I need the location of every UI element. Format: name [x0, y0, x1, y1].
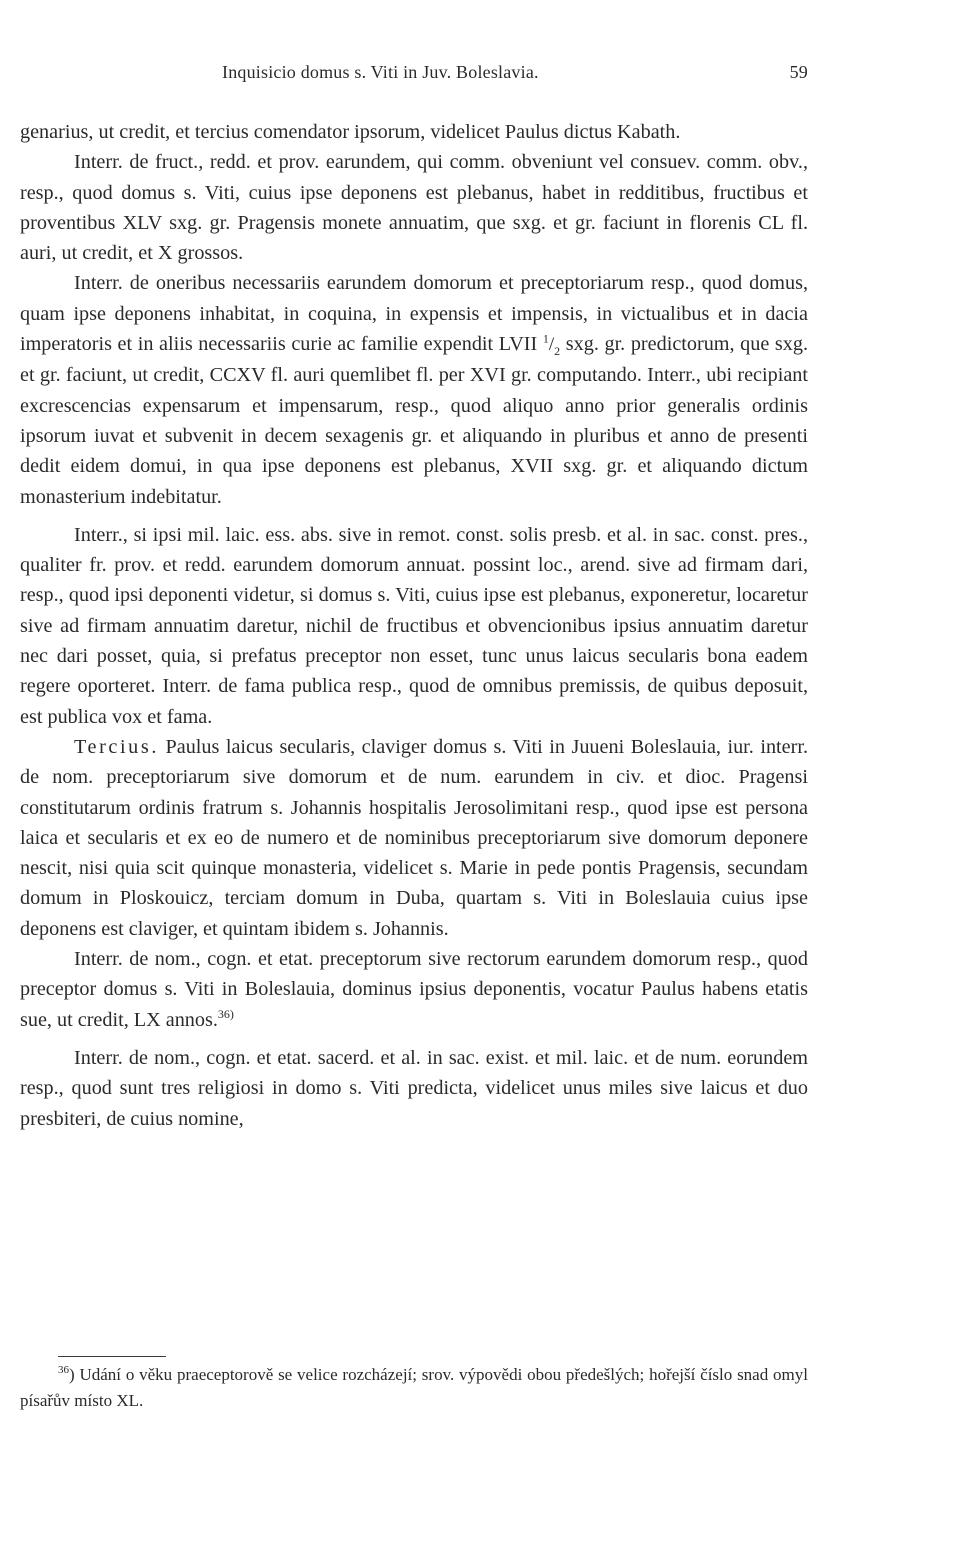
body-text: [20, 117, 808, 1134]
footnotes: [20, 1362, 808, 1414]
paragraph-5: [20, 732, 808, 944]
paragraph-2: Interr. de fruct., redd. et prov. earundem, qui comm. obveniunt vel consuev. comm. obv., resp., quod domus s. Viti, cuius ipse deponens est plebanus, habet in redditibus, fructibus et proventibus XLV sxg. gr. Pragensis monete annuatim, que sxg. et gr. faciunt in florenis CL fl. auri, ut credit, et X grossos.: [20, 151, 808, 265]
page-number: 59: [789, 62, 808, 82]
footnote-divider: [58, 1356, 166, 1357]
paragraph-3: [20, 268, 808, 511]
footnote-36: [20, 1362, 808, 1414]
paragraph-6: [20, 944, 808, 1035]
paragraph-1: genarius, ut credit, et tercius comendator ipsorum, videlicet Paulus dictus Kabath.: [20, 121, 681, 143]
paragraph-3-text-before: Interr. de oneribus necessariis earundem domorum et preceptoriarum resp., quod domus, quam ipse deponens inhabitat, in coquina, in expensis et impensis, in victualibus et in dacia imperatoris et in aliis necessariis curie ac familie expendit LVII: [20, 272, 808, 356]
fraction-one-half: $^1/_2$: [542, 331, 561, 358]
paragraph-6-text: Interr. de nom., cogn. et etat. preceptorum sive rectorum earundem domorum resp., quod preceptor domus s. Viti in Boleslauia, dominus ipsius deponentis, vocatur Paulus habens etatis sue, ut credit, LX annos.: [20, 948, 808, 1031]
footnote-text: ) Udání o věku praeceptorově se velice rozcházejí; srov. výpovědi obou předešlých; hořejší číslo snad omyl písařův místo XL.: [20, 1365, 808, 1410]
page-header: [0, 62, 960, 88]
paragraph-3-text-after: sxg. gr. predictorum, que sxg. et gr. faciunt, ut credit, CCXV fl. auri quemlibet fl. per XVI gr. computando. Interr., ubi recipiant excrescencias expensarum et impensarum, resp., quod aliquo anno prior generalis ordinis ipsorum iuvat et subvenit in decem sexagenis gr. et aliquando in pluribus et anno de presenti dedit eidem domui, in qua ipse deponens est plebanus, XVII sxg. gr. et aliquando dictum monasterium indebitatur.: [20, 333, 809, 508]
paragraph-5-text: Paulus laicus secularis, claviger domus s. Viti in Juueni Boleslauia, iur. interr. de nom. preceptoriarum sive domorum et de num. earundem in civ. et dioc. Pragensi constitutarum ordinis fratrum s. Johannis hospitalis Jerosolimitani resp., quod ipse est persona laica et secularis et ex eo de numero et de nominibus preceptoriarum sive domorum deponere nescit, nisi quia scit quinque monasteria, videlicet s. Marie in pede pontis Pragensis, secundam domum in Ploskouicz, terciam domum in Duba, quartam s. Viti in Boleslauia cuius ipse deponens est claviger, et quintam ibidem s. Johannis.: [20, 735, 808, 940]
footnote-reference: 36): [217, 1006, 234, 1021]
footnote-mark: 36: [58, 1364, 69, 1376]
running-title: Inquisicio domus s. Viti in Juv. Boleslavia.: [222, 62, 539, 82]
paragraph-7: Interr. de nom., cogn. et etat. sacerd. et al. in sac. exist. et mil. laic. et de num. eorundem resp., quod sunt tres religiosi in domo s. Viti predicta, videlicet unus miles sive laicus et duo presbiteri, de cuius nomine,: [20, 1046, 808, 1130]
section-lead-tercius: Tercius.: [74, 735, 159, 758]
paragraph-4: Interr., si ipsi mil. laic. ess. abs. sive in remot. const. solis presb. et al. in sac. const. pres., qualiter fr. prov. et redd. earundem domorum annuat. possint loc., arend. sive ad firmam dari, resp., quod ipsi deponenti videtur, si domus s. Viti, cuius ipse est plebanus, exponeretur, locaretur sive ad firmam annuatim daretur, nichil de fructibus et obvencionibus ipsius annuatim daretur nec dari posset, quia, si prefatus preceptor non esset, tunc unus laicus secularis bona eadem regere oporteret. Interr. de fama publica resp., quod de omnibus premissis, de quibus deposuit, est publica vox et fama.: [20, 523, 808, 728]
fraction-numerator: 1: [542, 331, 549, 346]
fraction-denominator: 2: [554, 343, 561, 358]
